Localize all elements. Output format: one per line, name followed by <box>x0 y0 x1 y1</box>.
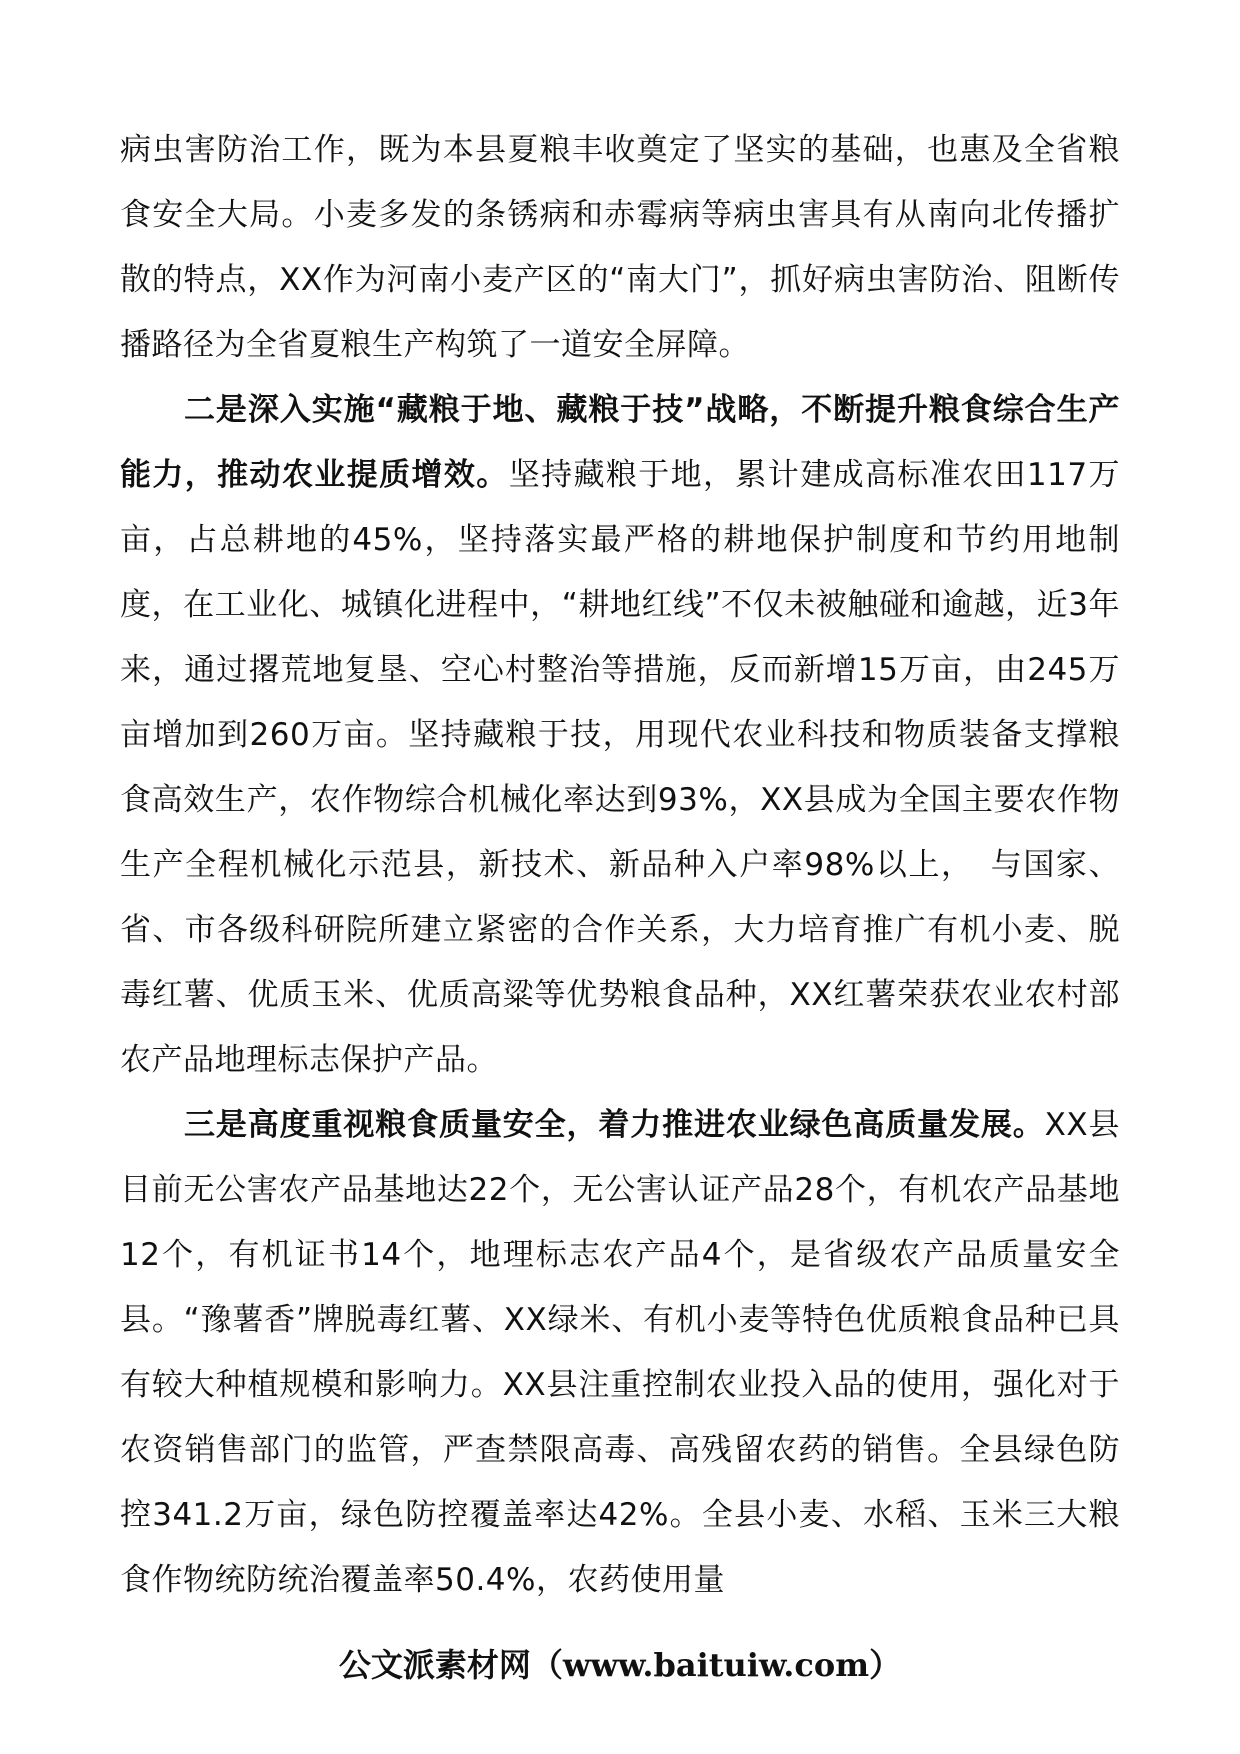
paragraph-text: 坚持藏粮于地，累计建成高标准农田117万亩，占总耕地的45%，坚持落实最严格的耕地保护制度和节约用地制度，在工业化、城镇化进程中，“耕地红线”不仅未被触碰和逾越，近3年来，通过撂荒地复垦、空心村整治等措施，反而新增15万亩，由245万亩增加到260万亩。坚持藏粮于技，用现代农业科技和物质装备支撑粮食高效生产，农作物综合机械化率达到93%，XX县成为全国主要农作物生产全程机械化示范县，新技术、新品种入户率98%以上， 与国家、省、市各级科研院所建立紧密的合作关系，大力培育推广有机小麦、脱毒红薯、优质玉米、优质高粱等优势粮食品种，XX红薯荣获农业农村部农产品地理标志保护产品。 <box>120 457 1120 1078</box>
paragraph-point-three <box>120 1093 1120 1613</box>
paragraph-text: 病虫害防治工作，既为本县夏粮丰收奠定了坚实的基础，也惠及全省粮食安全大局。小麦多发的条锈病和赤霉病等病虫害具有从南向北传播扩散的特点，XX作为河南小麦产区的“南大门”，抓好病虫害防治、阻断传播路径为全省夏粮生产构筑了一道安全屏障。 <box>120 132 1120 363</box>
paragraph-continuation <box>120 118 1120 378</box>
paragraph-text: XX县目前无公害农产品基地达22个，无公害认证产品28个，有机农产品基地12个，有机证书14个，地理标志农产品4个，是省级农产品质量安全县。“豫薯香”牌脱毒红薯、XX绿米、有机小麦等特色优质粮食品种已具有较大种植规模和影响力。XX县注重控制农业投入品的使用，强化对于农资销售部门的监管，严查禁限高毒、高残留农药的销售。全县绿色防控341.2万亩，绿色防控覆盖率达42%。全县小麦、水稻、玉米三大粮食作物统防统治覆盖率50.4%，农药使用量 <box>120 1107 1120 1598</box>
footer-watermark-text: 公文派素材网（www.baituiw.com） <box>338 1646 902 1684</box>
paragraph-lead: 三是高度重视粮食质量安全，着力推进农业绿色高质量发展。 <box>184 1107 1045 1143</box>
document-body <box>120 118 1120 1613</box>
paragraph-lead: 二是深入实施“藏粮于地、藏粮于技”战略，不断提升粮食综合生产能力，推动农业提质增效。 <box>120 392 1120 493</box>
paragraph-point-two <box>120 378 1120 1093</box>
